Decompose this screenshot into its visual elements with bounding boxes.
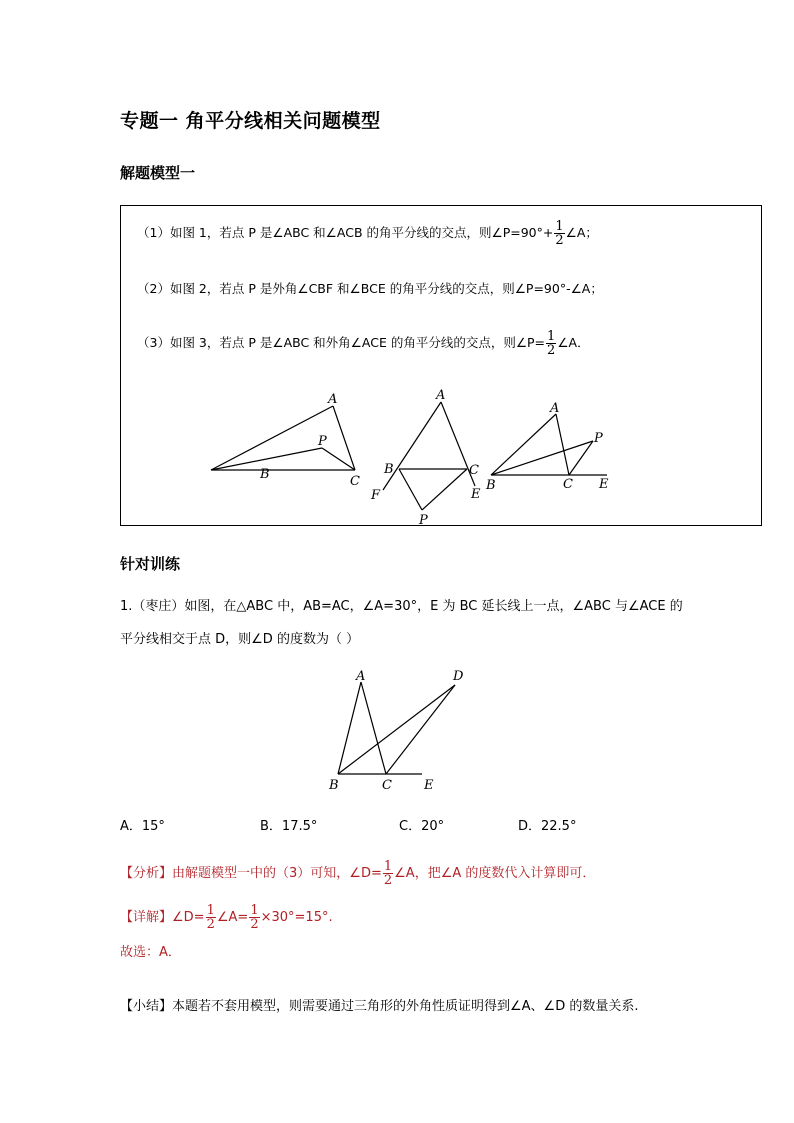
q-label-A: A: [356, 669, 366, 684]
figure-2: [383, 402, 475, 510]
figure-1: [211, 406, 355, 470]
option-d[interactable]: D．22.5°: [518, 819, 577, 834]
detail-label: 【详解】: [120, 910, 173, 925]
analysis-label: 【分析】: [120, 866, 173, 881]
fig2-label-F: F: [371, 488, 381, 503]
fig1-label-C: C: [350, 474, 360, 489]
fig1-label-A: A: [328, 392, 338, 407]
answer-line: 故选：A．: [120, 945, 181, 960]
fig1-line-BA: [211, 406, 333, 470]
fraction-numerator: 1: [383, 859, 393, 874]
fraction: [249, 904, 259, 931]
fig2-label-C: C: [469, 463, 479, 478]
fig3-label-C: C: [563, 477, 573, 492]
model-item-1-text: （1）如图 1，若点 P 是∠ABC 和∠ACB 的角平分线的交点，则∠P=90°+: [137, 225, 554, 240]
fig3-line-CP: [569, 441, 593, 475]
model-item-2: （2）如图 2，若点 P 是外角∠CBF 和∠BCE 的角平分线的交点，则∠P=90°-∠A；: [137, 281, 603, 296]
fraction-numerator: 1: [206, 903, 215, 918]
detail-line: [120, 904, 333, 931]
fraction-numerator: 1: [250, 903, 259, 918]
question-line-2: 平分线相交于点 D，则∠D 的度数为（ ）: [120, 632, 360, 647]
question-line-1: 1.（枣庄）如图，在△ABC 中，AB=AC，∠A=30°，E 为 BC 延长线上一点，∠ABC 与∠ACE 的: [120, 599, 683, 614]
question-figure: [320, 662, 480, 792]
q-line-BA: [338, 682, 361, 774]
fig2-label-P: P: [419, 513, 428, 525]
fig2-label-E: E: [471, 487, 481, 502]
fraction-denominator: 2: [547, 343, 556, 358]
fig2-label-A: A: [436, 388, 446, 403]
analysis-tail: ∠A，把∠A 的度数代入计算即可．: [394, 866, 596, 881]
fraction-denominator: 2: [383, 873, 393, 888]
fig3-label-P: P: [594, 431, 603, 446]
model-box: [120, 205, 762, 526]
fraction: [206, 904, 216, 931]
model-item-3-tail: ∠A．: [557, 335, 590, 350]
option-a[interactable]: A．15°: [120, 819, 165, 834]
detail-text-b: ∠A=: [216, 910, 249, 925]
model-item-1-tail: ∠A；: [565, 225, 598, 240]
fig3-line-BP: [491, 441, 593, 475]
fraction-denominator: 2: [250, 917, 259, 932]
fraction-numerator: 1: [555, 219, 564, 234]
q-line-AC: [361, 682, 386, 774]
fig3-label-E: E: [599, 477, 609, 492]
model-heading: 解题模型一: [120, 164, 196, 182]
model-figures: [121, 206, 761, 525]
analysis-text: 由解题模型一中的（3）可知，∠D=: [172, 866, 382, 881]
figure-3: [491, 414, 607, 475]
fig2-line-PC: [422, 469, 467, 510]
fraction-numerator: 1: [547, 329, 556, 344]
q-label-E: E: [424, 778, 434, 792]
fraction: [383, 860, 393, 887]
fig1-label-B: B: [260, 467, 270, 482]
summary-line: 【小结】本题若不套用模型，则需要通过三角形的外角性质证明得到∠A、∠D 的数量关系.: [120, 999, 639, 1014]
analysis-line: [120, 860, 595, 887]
model-item-3-text: （3）如图 3，若点 P 是∠ABC 和外角∠ACE 的角平分线的交点，则∠P=: [137, 335, 546, 350]
fig2-line-BP: [399, 469, 422, 510]
detail-text-a: ∠D=: [172, 910, 205, 925]
option-b[interactable]: B．17.5°: [260, 819, 318, 834]
q-label-D: D: [453, 669, 464, 684]
fig3-label-A: A: [550, 401, 560, 416]
fig3-line-BA: [491, 414, 556, 475]
fraction-denominator: 2: [206, 917, 215, 932]
detail-text-c: ×30°=15°.: [260, 910, 333, 925]
fig3-label-B: B: [486, 478, 496, 493]
page-title: 专题一 角平分线相关问题模型: [120, 110, 381, 132]
fig2-label-B: B: [384, 462, 394, 477]
fraction-denominator: 2: [555, 233, 564, 248]
fig1-line-PC: [322, 448, 355, 470]
fig1-label-P: P: [318, 434, 327, 449]
q-label-B: B: [329, 778, 339, 792]
fig3-line-AC: [556, 414, 569, 475]
q-label-C: C: [382, 778, 392, 792]
fig1-line-AC: [333, 406, 355, 470]
training-heading: 针对训练: [120, 555, 181, 573]
option-c[interactable]: C．20°: [399, 819, 445, 834]
